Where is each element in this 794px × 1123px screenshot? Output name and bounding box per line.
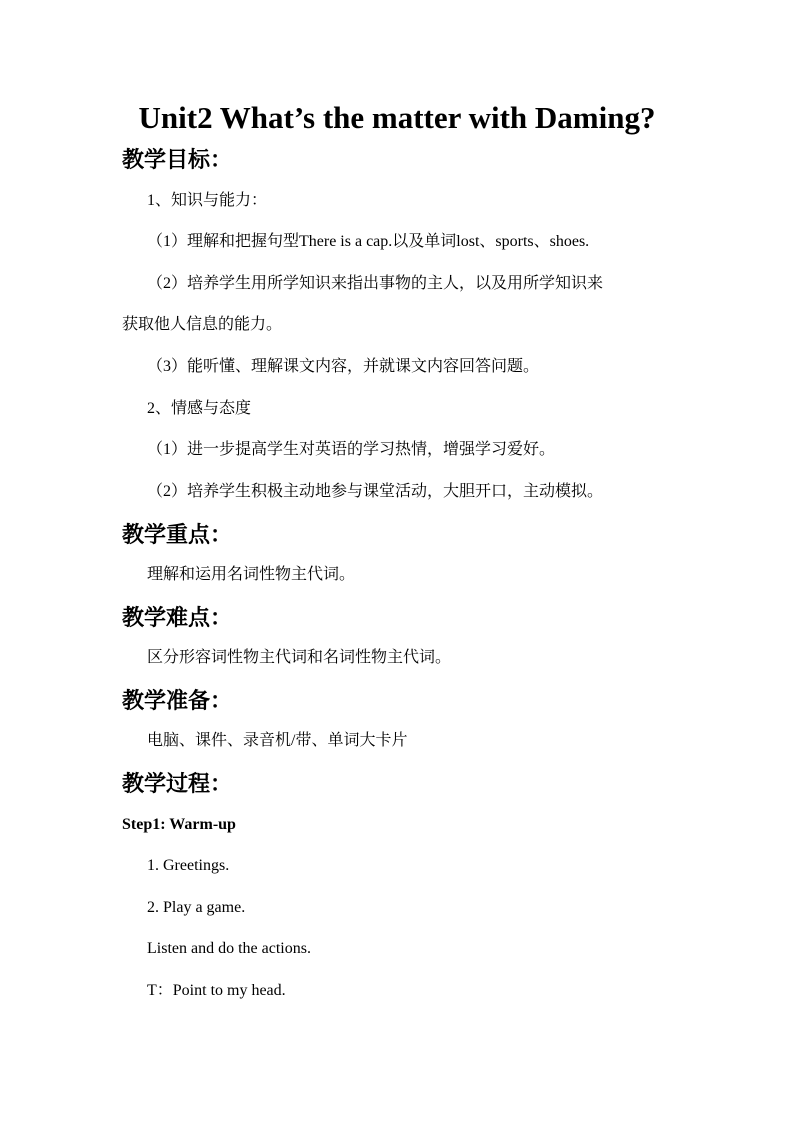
step1-line-4: T：Point to my head. <box>147 982 286 999</box>
attitude-heading: 2、情感与态度 <box>147 400 252 417</box>
attitude-item-1: （1）进一步提高学生对英语的学习热情，增强学习爱好。 <box>147 441 556 458</box>
preparation-text: 电脑、课件、录音机/带、单词大卡片 <box>147 732 408 749</box>
process-heading: 教学过程： <box>122 771 233 796</box>
knowledge-item-3: （3）能听懂、理解课文内容，并就课文内容回答问题。 <box>147 358 540 375</box>
knowledge-heading: 1、知识与能力： <box>147 192 268 209</box>
objectives-heading: 教学目标： <box>122 147 233 172</box>
difficulties-heading: 教学难点： <box>122 605 233 630</box>
difficulties-text: 区分形容词性物主代词和名词性物主代词。 <box>147 649 452 666</box>
knowledge-item-1: （1）理解和把握句型There is a cap.以及单词lost、sports、shoes. <box>147 233 590 250</box>
attitude-item-2: （2）培养学生积极主动地参与课堂活动，大胆开口，主动模拟。 <box>147 483 604 500</box>
key-points-text: 理解和运用名词性物主代词。 <box>147 566 356 583</box>
step1-line-3: Listen and do the actions. <box>147 940 311 957</box>
knowledge-item-2-line-2: 获取他人信息的能力。 <box>122 316 283 333</box>
preparation-heading: 教学准备： <box>122 688 233 713</box>
key-points-heading: 教学重点： <box>122 522 233 547</box>
step1-line-1: 1. Greetings. <box>147 857 230 874</box>
knowledge-item-2-line-1: （2）培养学生用所学知识来指出事物的主人，以及用所学知识来 <box>147 275 604 292</box>
step1-heading: Step1: Warm-up <box>122 816 236 833</box>
step1-line-2: 2. Play a game. <box>147 899 246 916</box>
document-title: Unit2 What’s the matter with Daming? <box>138 100 656 135</box>
